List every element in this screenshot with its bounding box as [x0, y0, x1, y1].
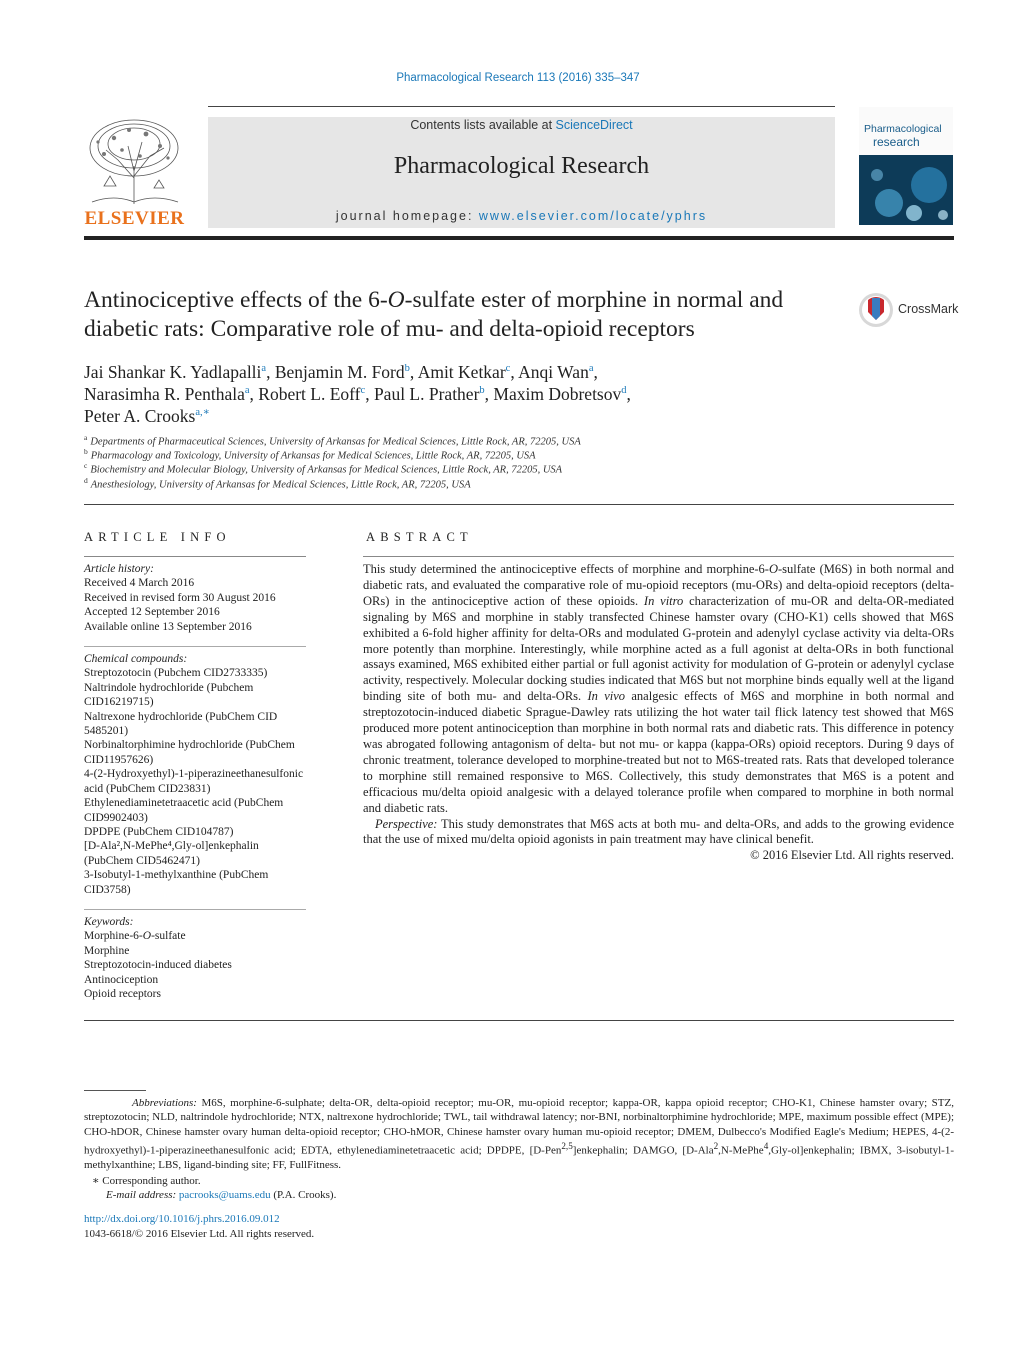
abbreviations-sup: 2,5: [561, 1141, 573, 1152]
journal-citation[interactable]: Pharmacological Research 113 (2016) 335–347: [396, 72, 640, 84]
article-info-rule: [84, 556, 306, 557]
doi-link[interactable]: http://dx.doi.org/10.1016/j.phrs.2016.09.012: [84, 1213, 280, 1225]
header-top-rule: [208, 106, 835, 107]
author-affil-mark[interactable]: a: [261, 363, 267, 374]
footnote-rule: [84, 1090, 146, 1091]
abbreviations-label: Abbreviations:: [132, 1097, 197, 1109]
author-name[interactable]: Amit Ketkar: [417, 361, 506, 382]
compound-item: Naltrexone hydrochloride (PubChem CID 5485201): [84, 710, 278, 738]
affiliation: [84, 447, 884, 462]
compound-item: DPDPE (PubChem CID104787): [84, 825, 234, 838]
author-name[interactable]: Peter A. Crooks: [84, 405, 196, 426]
title-part1: Antinociceptive effects of the 6-: [84, 287, 388, 313]
author-separator: ,: [484, 383, 494, 404]
keyword-item: Morphine: [84, 944, 130, 957]
compound-item: Streptozotocin (Pubchem CID2733335): [84, 667, 268, 680]
keyword-item: Antinociception: [84, 973, 159, 986]
cover-title-line1: Pharmacological: [864, 123, 942, 135]
affiliation-key: b: [84, 447, 88, 456]
abstract-italic: In vitro: [643, 593, 684, 608]
abbreviations-sup: 2: [713, 1141, 719, 1152]
compound-item: [D-Ala²,N-MePhe⁴,Gly-ol]enkephalin (PubChem CID5462471): [84, 840, 259, 867]
perspective-text: This study demonstrates that M6S acts at both mu- and delta-ORs, and adds to the growing evidence that the use of mixed mu/delta opioid agonists in pain treatment may have clinical benefit.: [363, 816, 954, 847]
keyword-post: -sulfate: [151, 930, 186, 943]
abstract-text: analgesic effects of M6S and morphine in both normal and streptozotocin-induced diabetic Sprague-Dawley rats utilizing the hot water tail flick latency test showed that M6S produced more potent antinociception than morphine in both normal rats and diabetic rats. This difference in potency was abrogated following antagonism of delta- but not mu- or kappa (kappa-ORs) opioid receptors. During 9 days of chronic treatment, tolerance developed to morphine-treated but not to M6S-treated rats. Rats that developed tolerance to morphine still remained responsive to M6S. Collectively, this study demonstrates that M6S is a potent and efficacious mu/delta opioid analgesic with a delayed tolerance profile when compared to morphine in both normal and diabetic rats.: [363, 689, 954, 815]
author-affil-mark[interactable]: a,∗: [195, 407, 210, 418]
article-info-heading: ARTICLE INFO: [84, 530, 231, 544]
abstract-body: [363, 562, 954, 864]
abstract-italic: In vivo: [587, 689, 626, 704]
author-name[interactable]: Jai Shankar K. Yadlapalli: [84, 361, 262, 382]
abstract-heading: ABSTRACT: [366, 530, 473, 544]
history-label: Article history:: [84, 563, 154, 575]
author-separator: ,: [249, 383, 259, 404]
abbreviations-text: ,Gly-ol]enkephalin; IBMX, 3-isobutyl-1-methylxanthine; LBS, ligand-binding site; FF, FullFitness.: [84, 1144, 954, 1172]
history-item: Received in revised form 30 August 2016: [84, 591, 276, 604]
homepage-prefix: journal homepage:: [335, 209, 479, 223]
title-italic: O: [387, 287, 405, 313]
compounds-label: Chemical compounds:: [84, 653, 188, 666]
compound-item: 3-Isobutyl-1-methylxanthine (PubChem CID3758): [84, 869, 269, 896]
title-part2: -sulfate ester of morphine in normal and diabetic rats: Comparative role of mu- and delta-opioid receptors: [84, 287, 784, 342]
crossmark-label[interactable]: CrossMark: [898, 302, 959, 316]
abstract-italic: O: [768, 562, 778, 576]
author-affil-mark[interactable]: a: [588, 363, 594, 374]
author-affil-mark[interactable]: c: [360, 385, 366, 396]
affiliation-text: Anesthesiology, University of Arkansas for Medical Sciences, Little Rock, AR, 72205, USA: [90, 479, 471, 491]
affiliation: [84, 476, 884, 491]
author-separator: ,: [593, 361, 598, 382]
issn-line: 1043-6618/© 2016 Elsevier Ltd. All rights reserved.: [84, 1228, 315, 1240]
compound-item: Norbinaltorphimine hydrochloride (PubChem CID11957626): [84, 739, 295, 766]
email-link[interactable]: pacrooks@uams.edu: [178, 1189, 271, 1202]
history-divider: [84, 646, 306, 647]
history-item: Available online 13 September 2016: [84, 620, 252, 633]
compound-item: 4-(2-Hydroxyethyl)-1-piperazineethanesulfonic acid (PubChem CID23831): [84, 768, 304, 795]
author-name[interactable]: Narasimha R. Penthala: [84, 383, 245, 404]
abstract-paragraph: [363, 562, 954, 817]
header-thick-rule: [84, 236, 954, 240]
email-footnote: [84, 1188, 954, 1202]
affiliation: [84, 461, 884, 476]
footnotes: [84, 1096, 954, 1203]
author-name[interactable]: Robert L. Eoff: [258, 383, 361, 404]
author-name[interactable]: Benjamin M. Ford: [274, 361, 405, 382]
affiliation-key: c: [84, 461, 88, 470]
compounds-divider: [84, 909, 306, 910]
cover-title-line2: research: [873, 135, 920, 149]
affiliation-text: Biochemistry and Molecular Biology, University of Arkansas for Medical Sciences, Little Rock, AR, 72205, USA: [90, 464, 563, 476]
author-affil-mark[interactable]: c: [505, 363, 511, 374]
abstract-text: -sulfate (M6S) in both normal and diabetic rats, and evaluated the comparative role of mu-opioid receptors (mu-ORs) and delta-opioid receptors (delta-ORs) in the antinociceptive action of these opioids.: [363, 562, 955, 608]
homepage-link[interactable]: www.elsevier.com/locate/yphrs: [478, 209, 708, 223]
journal-cover-image[interactable]: [859, 107, 953, 225]
compound-item: Naltrindole hydrochloride (Pubchem CID16219715): [84, 681, 254, 709]
compound-item: Ethylenediaminetetraacetic acid (PubChem CID9902403): [84, 797, 284, 824]
corresponding-text: Corresponding author.: [102, 1174, 201, 1187]
author-affil-mark[interactable]: a: [244, 385, 250, 396]
keyword-pre: Morphine-6-: [84, 930, 143, 943]
authors-line-3: [84, 402, 804, 427]
author-name[interactable]: Anqi Wan: [518, 361, 589, 382]
doi-block: [84, 1212, 314, 1242]
contents-prefix: Contents lists available at: [410, 118, 556, 132]
affiliation: [84, 433, 884, 448]
author-separator: ,: [409, 361, 418, 382]
author-name[interactable]: Paul L. Prather: [373, 383, 480, 404]
body-end-rule: [84, 1020, 954, 1021]
history-item: Received 4 March 2016: [84, 577, 195, 590]
contents-line: [208, 118, 835, 132]
affiliation-text: Departments of Pharmaceutical Sciences, University of Arkansas for Medical Sciences, Little Rock, AR, 72205, USA: [90, 436, 581, 448]
perspective-paragraph: [363, 817, 954, 849]
abbreviations-text: ]enkephalin; DAMGO, [D-Ala: [572, 1144, 714, 1157]
email-label: E-mail address:: [106, 1189, 177, 1202]
affiliations-rule: [84, 504, 954, 505]
abstract-rule: [363, 556, 954, 557]
abbreviations-sup: 4: [763, 1141, 769, 1152]
copyright-notice: © 2016 Elsevier Ltd. All rights reserved.: [750, 848, 954, 863]
affiliation-text: Pharmacology and Toxicology, University of Arkansas for Medical Sciences, Little Rock, AR, 72205, USA: [90, 450, 536, 462]
keyword-item: Opioid receptors: [84, 987, 161, 1000]
journal-title: Pharmacological Research: [393, 153, 650, 179]
author-affil-mark[interactable]: b: [404, 363, 410, 374]
article-title: [84, 286, 844, 344]
history-item: Accepted 12 September 2016: [84, 606, 220, 619]
article-info: [84, 562, 306, 1001]
elsevier-wordmark: ELSEVIER: [84, 208, 185, 229]
author-name[interactable]: Maxim Dobretsov: [493, 383, 622, 404]
keyword-item: [84, 929, 306, 943]
author-affil-mark[interactable]: b: [479, 385, 485, 396]
abstract-text: characterization of mu-OR and delta-OR-mediated signaling by M6S and morphine in stably transfected Chinese hamster ovary (CHO-K1) cells showed that M6S exhibited a 6-fold higher affinity for delta-ORs and modulated G-protein and adenylyl cyclase activity via delta-ORs more potently than morphine. Interestingly, while morphine acted as a full agonist at delta-ORs in both functional assays examined, M6S exhibited either partial or full agonist activity for modulation of G-protein or adenylyl cyclase activity, respectively. Molecular docking studies indicated that M6S but not morphine binds equally well at the ligand binding site of both mu- and delta-ORs.: [363, 593, 954, 704]
homepage-line: [208, 209, 835, 223]
keywords-label: Keywords:: [84, 915, 134, 928]
perspective-label: Perspective:: [375, 816, 438, 831]
author-separator: ,: [266, 361, 275, 382]
keyword-italic: O: [142, 930, 152, 943]
author-separator: ,: [365, 383, 374, 404]
abbreviations-text: ,N-MePhe: [718, 1144, 764, 1157]
affiliation-key: d: [84, 476, 88, 485]
author-affil-mark[interactable]: d: [621, 385, 627, 396]
abbreviations-text: M6S, morphine-6-sulphate; delta-OR, delta-opioid receptor; mu-OR, mu-opioid receptor; kappa-OR, kappa opioid receptor; CHO-K1, Chinese hamster ovary; STZ, streptozotocin; NLD, naltrindole hydrochloride; NTX, naltrexone hydrochloride; TWL, tail withdrawal latency; nor-BNI, norbinaltorphimine hydrochloride; MPE, maximum possible effect (MPE); CHO-hDOR, Chinese hamster ovary human delta-opioid receptor; CHO-hMOR, Chinese hamster ovary human mu-opioid receptor; DMEM, Dulbecco's Modified Eagle's Medium; HEPES, 4-(2-hydroxyethyl)-1-piperazineethanesulfonic acid; EDTA, ethylenediaminetetraacetic acid; DPDPE, [D-Pen: [84, 1097, 954, 1157]
corresponding-mark: ∗: [92, 1174, 100, 1187]
abbreviations-footnote: [84, 1096, 954, 1173]
abstract-text: This study determined the antinociceptive effects of morphine and morphine-6-: [363, 562, 769, 576]
email-suffix: (P.A. Crooks).: [270, 1189, 337, 1202]
author-separator: ,: [510, 361, 519, 382]
keyword-item: Streptozotocin-induced diabetes: [84, 959, 232, 972]
author-separator: ,: [626, 383, 631, 404]
cover-art: [859, 155, 953, 225]
affiliation-key: a: [84, 433, 88, 442]
sciencedirect-link[interactable]: ScienceDirect: [555, 118, 633, 132]
journal-banner: [208, 117, 835, 228]
corresponding-footnote: [84, 1174, 954, 1188]
